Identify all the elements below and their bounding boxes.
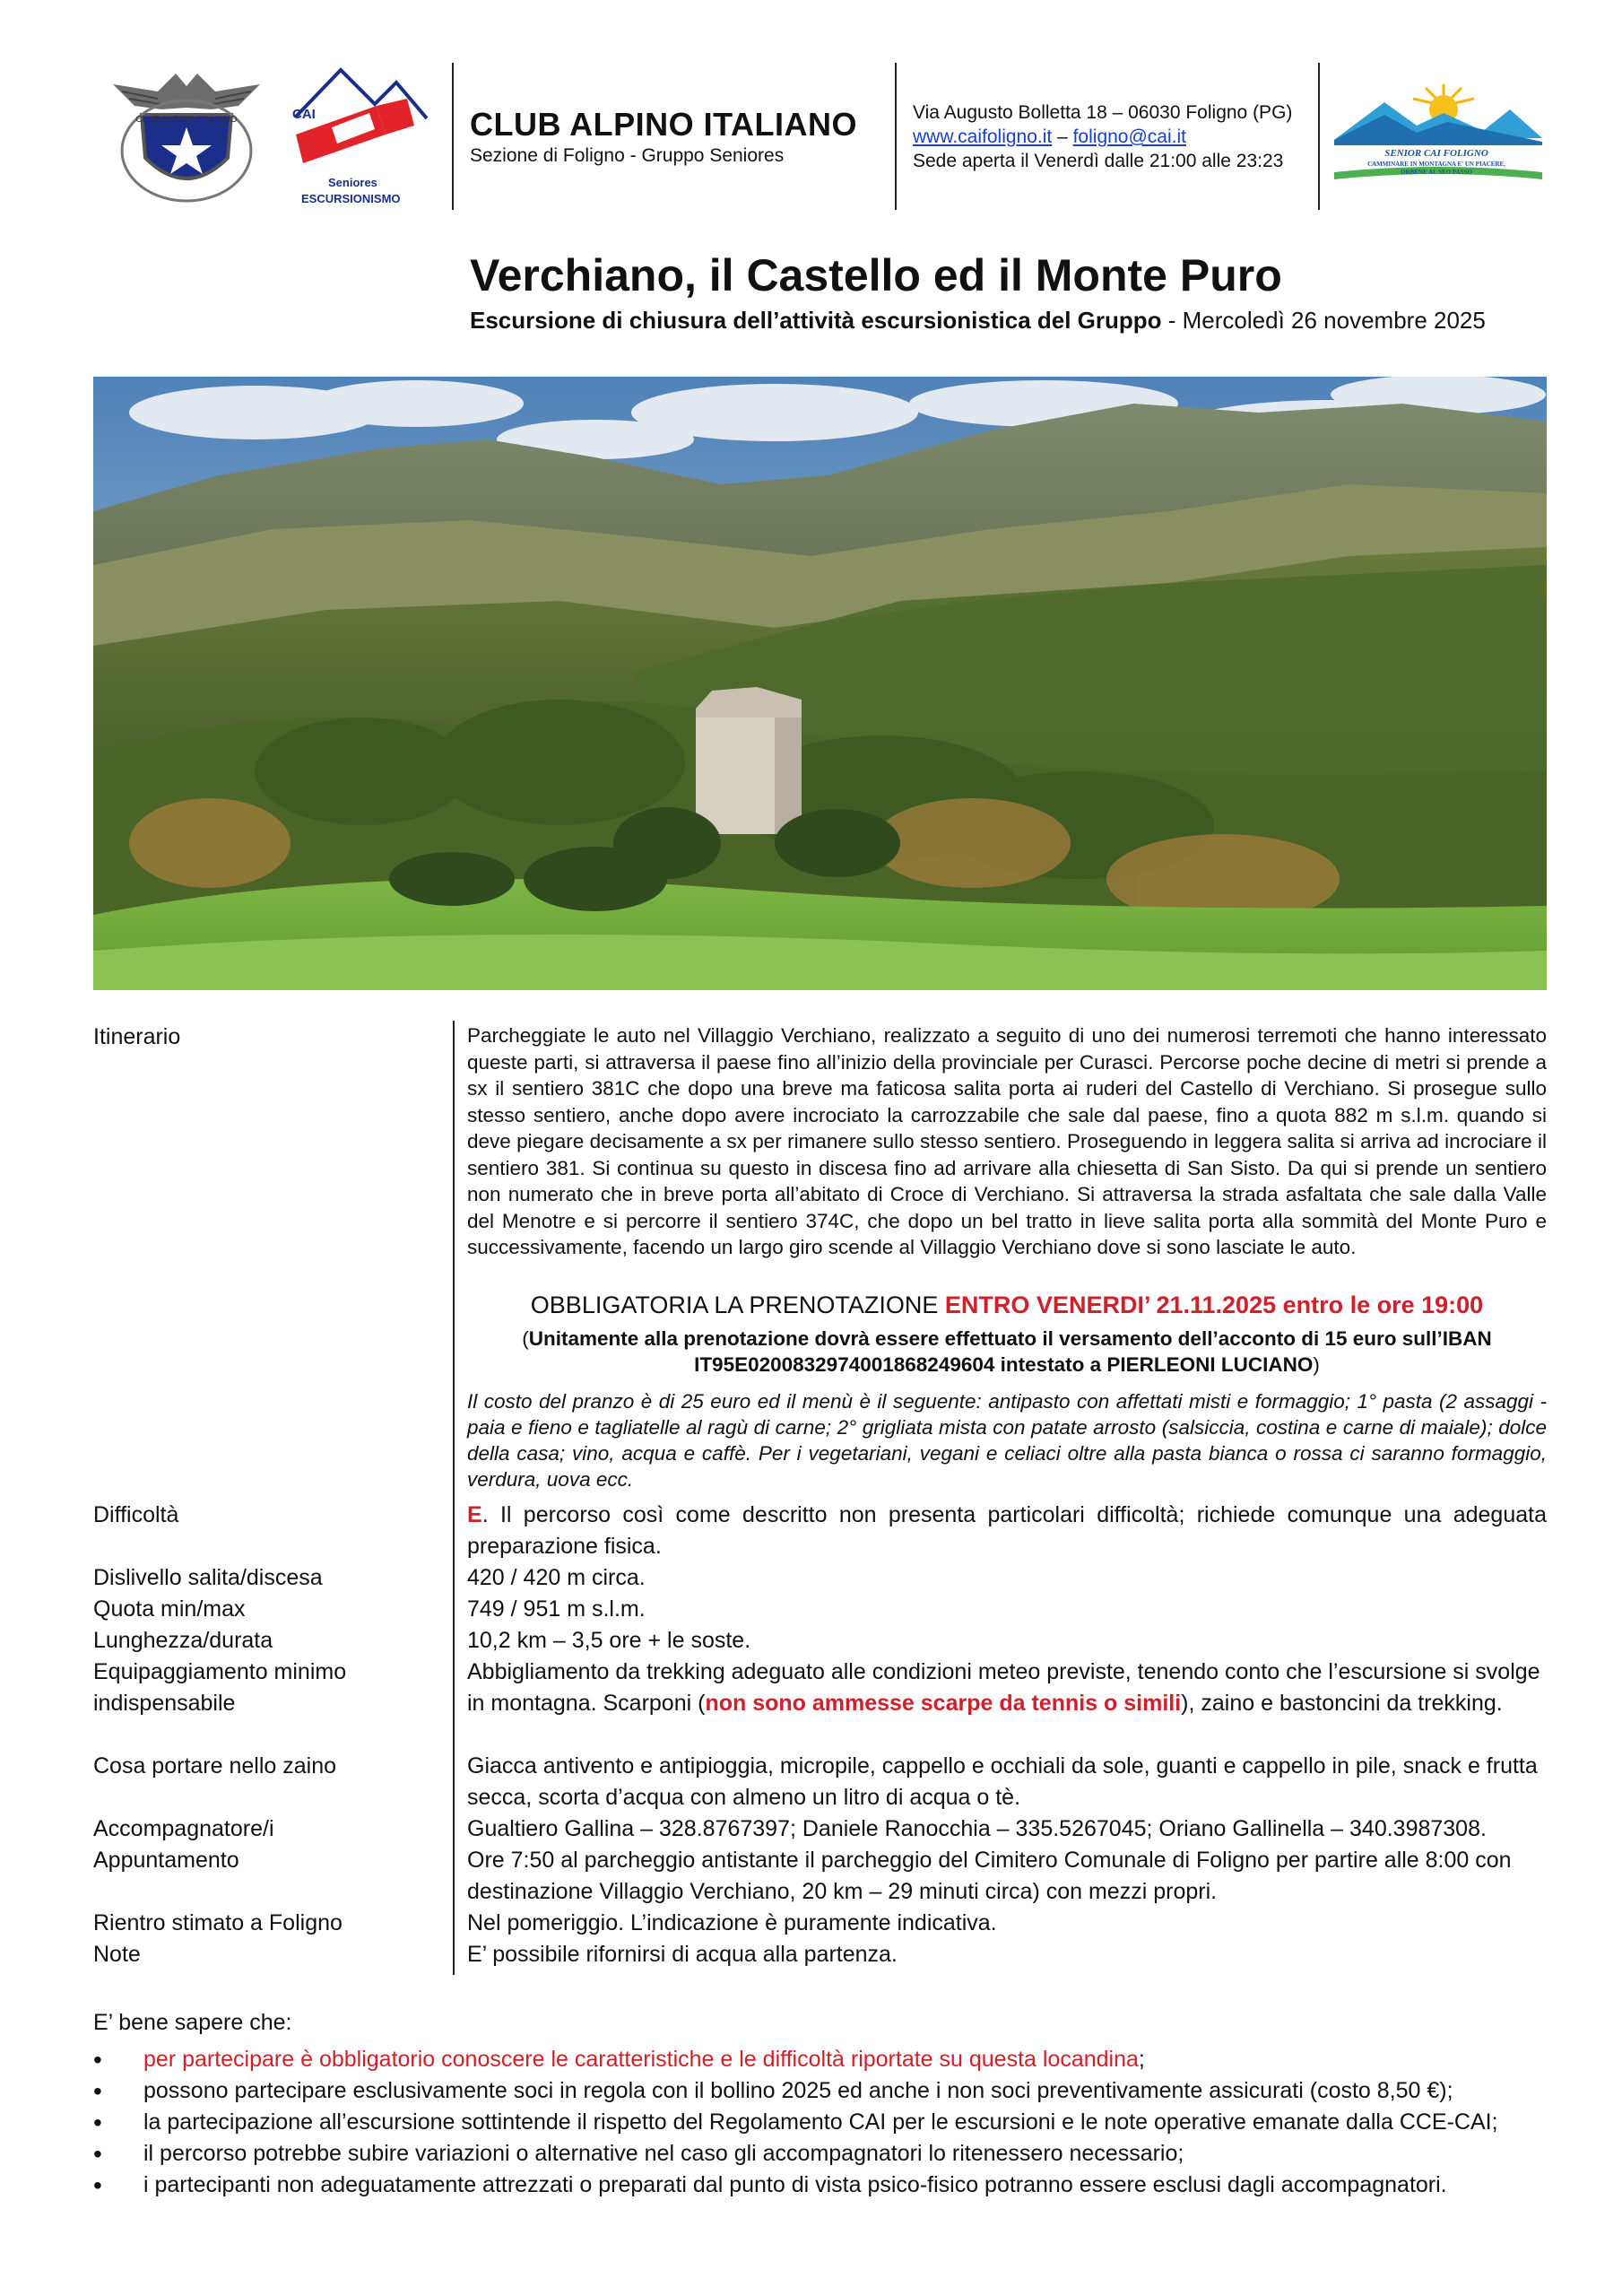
length-label: Lunghezza/durata: [93, 1628, 273, 1653]
equipment-text-2: ), zaino e bastoncini da trekking.: [1181, 1691, 1503, 1716]
altitude-label: Quota min/max: [93, 1596, 246, 1622]
list-item: • possono partecipare esclusivamente soci in regola con il bollino 2025 ed anche i non soci preventivamente assicurati (costo 8,50 €);: [93, 2075, 1498, 2107]
equipment-warning: non sono ammesse scarpe da tennis o simili: [705, 1691, 1182, 1716]
difficulty-text: . Il percorso così come descritto non presenta particolari difficoltà; richiede comunque una adeguata preparazione fisica.: [467, 1502, 1547, 1559]
group-logo-line1: SENIOR CAI FOLIGNO: [1384, 148, 1488, 159]
list-item-suffix: ;: [1138, 2047, 1145, 2072]
return-label: Rientro stimato a Foligno: [93, 1910, 343, 1935]
elevation-label: Dislivello salita/discesa: [93, 1565, 323, 1590]
cai-eagle-logo: [104, 65, 269, 206]
opening-hours: Sede aperta il Venerdì dalle 21:00 alle 23:23: [913, 151, 1284, 171]
good-to-know-heading: E’ bene sapere che:: [93, 2010, 292, 2035]
booking-deposit: Unitamente alla prenotazione dovrà essere effettuato il versamento dell’acconto di 15 euro sull’IBAN: [528, 1327, 1492, 1350]
contact-block: [913, 100, 1292, 173]
seniores-cai-text: CAI: [292, 107, 316, 122]
equipment-label-line2: indispensabile: [93, 1691, 236, 1716]
booking-line-1: [467, 1290, 1547, 1320]
senior-cai-foligno-logo: [1331, 79, 1544, 196]
booking-deadline: ENTRO VENERDI’ 21.11.2025 entro le ore 19:00: [944, 1292, 1484, 1318]
list-item: [93, 2044, 1498, 2075]
header-divider-1: [452, 63, 454, 210]
good-to-know: [93, 2007, 1498, 2201]
guides-value: Gualtiero Gallina – 328.8767397; Daniele Ranocchia – 335.5267045; Oriano Gallinella – 340.3987308.: [467, 1816, 1487, 1841]
guides-label: Accompagnatore/i: [93, 1816, 274, 1841]
details-divider: [453, 1021, 455, 1975]
backpack-label: Cosa portare nello zaino: [93, 1753, 336, 1779]
link-separator: –: [1052, 126, 1073, 147]
booking-line-3: IT95E0200832974001868249604 intestato a PIERLEONI LUCIANO): [694, 1353, 1320, 1376]
good-to-know-list: [93, 2044, 1498, 2201]
seniores-text: Seniores: [328, 176, 377, 189]
elevation-value: 420 / 420 m circa.: [467, 1565, 646, 1590]
address: Via Augusto Bolletta 18 – 06030 Foligno (PG): [913, 102, 1293, 123]
links-line: [913, 125, 1292, 149]
altitude-value: 749 / 951 m s.l.m.: [467, 1596, 646, 1622]
list-item: • il percorso potrebbe subire variazioni o alternative nel caso gli accompagnatori lo ritenessero necessario;: [93, 2138, 1498, 2170]
list-item: • la partecipazione all’escursione sottintende il rispetto del Regolamento CAI per le escursioni e le note operative emanate dalla CCE-CAI;: [93, 2107, 1498, 2138]
website-link[interactable]: www.caifoligno.it: [913, 126, 1053, 147]
email-link[interactable]: foligno@cai.it: [1072, 126, 1186, 147]
page-title: Verchiano, il Castello ed il Monte Puro: [470, 250, 1282, 300]
booking-iban: IT95E0200832974001868249604 intestato a PIERLEONI LUCIANO: [694, 1353, 1314, 1376]
escursionismo-text: ESCURSIONISMO: [301, 192, 401, 205]
group-logo-line3: ORBENE AL SEO PASSO: [1401, 169, 1472, 176]
backpack-value: Giacca antivento e antipioggia, micropile, cappello e occhiali da sole, guanti e cappello in pile, snack e frutta secca, scorta d’acqua con almeno un litro di acqua o tè.: [467, 1753, 1538, 1810]
seniores-escursionismo-logo: [289, 63, 430, 208]
equipment-label: [93, 1657, 346, 1719]
notes-label: Note: [93, 1942, 141, 1967]
difficulty-value: [467, 1500, 1547, 1562]
equipment-value: [467, 1657, 1547, 1719]
subtitle-date: - Mercoledì 26 novembre 2025: [1161, 307, 1486, 334]
meeting-label: Appuntamento: [93, 1848, 239, 1873]
landscape-photo: [93, 377, 1547, 990]
booking-line-2: (Unitamente alla prenotazione dovrà essere effettuato il versamento dell’acconto di 15 euro sull’IBAN: [522, 1327, 1492, 1350]
booking-mandatory: OBBLIGATORIA LA PRENOTAZIONE: [530, 1292, 945, 1318]
list-item-text: per partecipare è obbligatorio conoscere le caratteristiche e le difficoltà riportate su questa locandina: [143, 2047, 1139, 2072]
header-divider-2: [895, 63, 897, 210]
org-name: CLUB ALPINO ITALIANO: [470, 106, 857, 143]
list-item: • i partecipanti non adeguatamente attrezzati o preparati dal punto di vista psico-fisico potranno essere esclusi dagli accompagnatori.: [93, 2170, 1498, 2201]
lunch-note: Il costo del pranzo è di 25 euro ed il menù è il seguente: antipasto con affettati misti e formaggio; 1° pasta (2 assaggi - paia e fieno e tagliatelle al ragù di carne; 2° grigliata mista con patate arrosto (salsiccia, costina e carne di maiale); dolce della casa; vino, acqua e caffè. Per i vegetariani, vegani e celiaci oltre alla pasta bianca o rossa ci saranno formaggio, verdura, uova ecc.: [467, 1390, 1547, 1491]
equipment-label-line1: Equipaggiamento minimo: [93, 1659, 347, 1684]
subtitle-event: Escursione di chiusura dell’attività escursionistica del Gruppo: [470, 307, 1162, 334]
itinerary-label: Itinerario: [93, 1024, 181, 1049]
notes-value: E’ possibile rifornirsi di acqua alla partenza.: [467, 1942, 898, 1967]
header-divider-3: [1318, 63, 1320, 210]
meeting-value: Ore 7:50 al parcheggio antistante il parcheggio del Cimitero Comunale di Foligno per partire alle 8:00 con destinazione Villaggio Verchiano, 20 km – 29 minuti circa) con mezzi propri.: [467, 1848, 1512, 1904]
return-value: Nel pomeriggio. L’indicazione è puramente indicativa.: [467, 1910, 997, 1935]
difficulty-label: Difficoltà: [93, 1502, 179, 1527]
org-section: Sezione di Foligno - Gruppo Seniores: [470, 145, 785, 166]
length-value: 10,2 km – 3,5 ore + le soste.: [467, 1628, 751, 1653]
equipment-text-1: Abbigliamento da trekking adeguato alle condizioni meteo previste, tenendo conto che l’escursione si svolge in montagna. Scarponi (: [467, 1659, 1540, 1716]
cai-logo-text: CLUB ALPINO ITALIANO: [135, 115, 238, 125]
page-subtitle: [470, 307, 1486, 335]
difficulty-grade: E: [467, 1502, 482, 1527]
group-logo-line2: CAMMINARE IN MONTAGNA E' UN PIACERE,: [1367, 161, 1505, 168]
itinerary-text: Parcheggiate le auto nel Villaggio Verchiano, realizzato a seguito di uno dei numerosi terremoti che hanno interessato queste parti, si attraversa il paese fino all’inizio della provinciale per Curasci. Percorse poche decine di metri si prende a sx il sentiero 381C che dopo una breve ma faticosa salita porta ai ruderi del Castello di Verchiano. Si prosegue sullo stesso sentiero, anche dopo avere incrociato la carrozzabile che sale dal paese, fino a quota 882 m s.l.m. quando si deve piegare decisamente a sx per rimanere sullo stesso sentiero. Proseguendo in leggera salita si arriva ad incrociare il sentiero 381. Si continua su questo in discesa fino ad arrivare alla chiesetta di San Sisto. Da qui si prende un sentiero non numerato che in breve porta all’abitato di Croce di Verchiano. Si attraversa la strada asfaltata che sale dalla Valle del Menotre e si percorre il sentiero 374C, che dopo un bel tratto in lieve salita porta alla sommità del Monte Puro e successivamente, facendo un largo giro scende al Villaggio Verchiano dove si sono lasciate le auto.: [467, 1024, 1547, 1258]
